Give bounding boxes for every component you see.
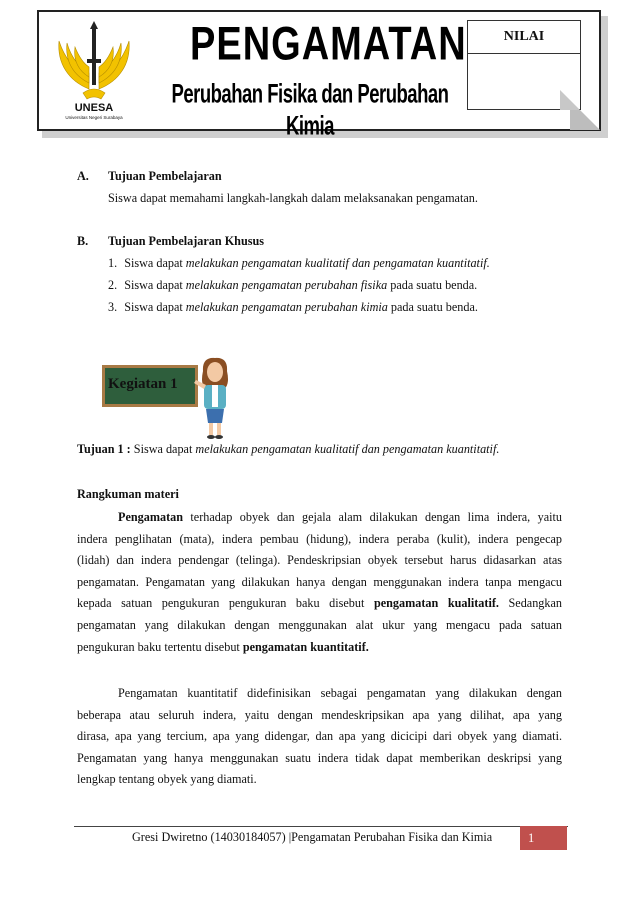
list-item-italic: melakukan pengamatan perubahan kimia (185, 300, 388, 314)
footer-divider (74, 826, 568, 827)
list-item-number: 3. (108, 300, 118, 314)
list-item (108, 300, 478, 314)
list-item-number: 1. (108, 256, 118, 270)
logo-subtext: Universitas Negeri Surabaya (65, 115, 123, 120)
list-item-tail: pada suatu benda. (387, 278, 478, 292)
paragraph-line: pengamatan. Pengamatan yang dilakukan hanya dengan menggunakan indera tanpa mengacu (77, 574, 562, 589)
rangkuman-heading: Rangkuman materi (77, 487, 179, 501)
paragraph-line: pengamatan yang dilakukan dengan menggunakan alat ukur yang mengacu pada satuan (77, 617, 562, 632)
tujuan-1-label: Tujuan 1 : (77, 442, 131, 456)
teacher-illustration-icon (190, 355, 240, 441)
section-a-text: Siswa dapat memahami langkah-langkah dalam melaksanakan pengamatan. (108, 191, 478, 205)
section-b-letter: B. (77, 234, 89, 248)
kegiatan-label: Kegiatan 1 (108, 376, 178, 392)
score-label: NILAI (467, 20, 581, 54)
section-a-letter: A. (77, 169, 89, 183)
paragraph-line: beberapa atau seluruh indera, yaitu dengan mendeskripsikan apa yang dilihat, apa yang (77, 707, 562, 722)
section-b-heading: Tujuan Pembelajaran Khusus (108, 234, 264, 248)
paragraph-line: Pengamatan yang hanya menggunakan suatu indera tidak dapat memberikan deskripsi yang (77, 750, 562, 765)
paragraph-line: dirasa, apa yang tercium, apa yang didengar, dan apa yang dicicipi dari obyek yang diamati. (77, 729, 562, 744)
page-title: PENGAMATAN (190, 18, 467, 71)
list-item-tail: pada suatu benda. (387, 300, 478, 314)
paragraph-line: (lidah) dan indera pendengar (telinga). Pendeskripsian obyek tersebut harus didasarkan atas (77, 553, 562, 568)
list-item-number: 2. (108, 278, 118, 292)
unesa-logo-icon (49, 19, 139, 121)
list-item (108, 256, 490, 270)
page-number: 1 (520, 826, 567, 850)
list-item-italic: melakukan pengamatan perubahan fisika (185, 278, 388, 292)
paragraph-line: Pengamatan terhadap obyek dan gejala alam dilakukan dengan lima indera, yaitu (118, 510, 562, 524)
list-item-italic: melakukan pengamatan kualitatif dan pengamatan kuantitatif. (185, 256, 490, 270)
paragraph-line: pengukuran baku tertentu disebut pengamatan kuantitatif. (77, 639, 369, 654)
paragraph-line: Pengamatan kuantitatif didefinisikan sebagai pengamatan yang dilakukan dengan (118, 686, 562, 700)
paragraph-line: lengkap tentang obyek yang diamati. (77, 772, 257, 787)
paragraph-line: kepada satuan pengukuran pengukuran baku disebut pengamatan kualitatif. Sedangkan (77, 596, 562, 611)
list-item-text: Siswa dapat (124, 256, 186, 270)
footer-text: Gresi Dwiretno (14030184057) |Pengamatan Perubahan Fisika dan Kimia (132, 830, 493, 844)
score-box-curl (560, 90, 580, 110)
tujuan-1-text: Siswa dapat (130, 442, 196, 456)
list-item (108, 278, 477, 292)
paragraph-2 (77, 683, 562, 791)
logo-text: UNESA (74, 102, 114, 114)
tujuan-1-italic: melakukan pengamatan kualitatif dan pengamatan kuantitatif. (195, 442, 500, 456)
tujuan-1-line (77, 442, 499, 456)
section-a-heading: Tujuan Pembelajaran (108, 169, 222, 183)
paragraph-line: indera penglihatan (mata), indera pembau (hidung), indera peraba (kulit), indera pengecap (77, 531, 562, 546)
list-item-text: Siswa dapat (124, 300, 186, 314)
page-subtitle: Perubahan Fisika dan Perubahan Kimia (171, 78, 449, 141)
list-item-text: Siswa dapat (124, 278, 186, 292)
paragraph-1 (77, 507, 562, 658)
